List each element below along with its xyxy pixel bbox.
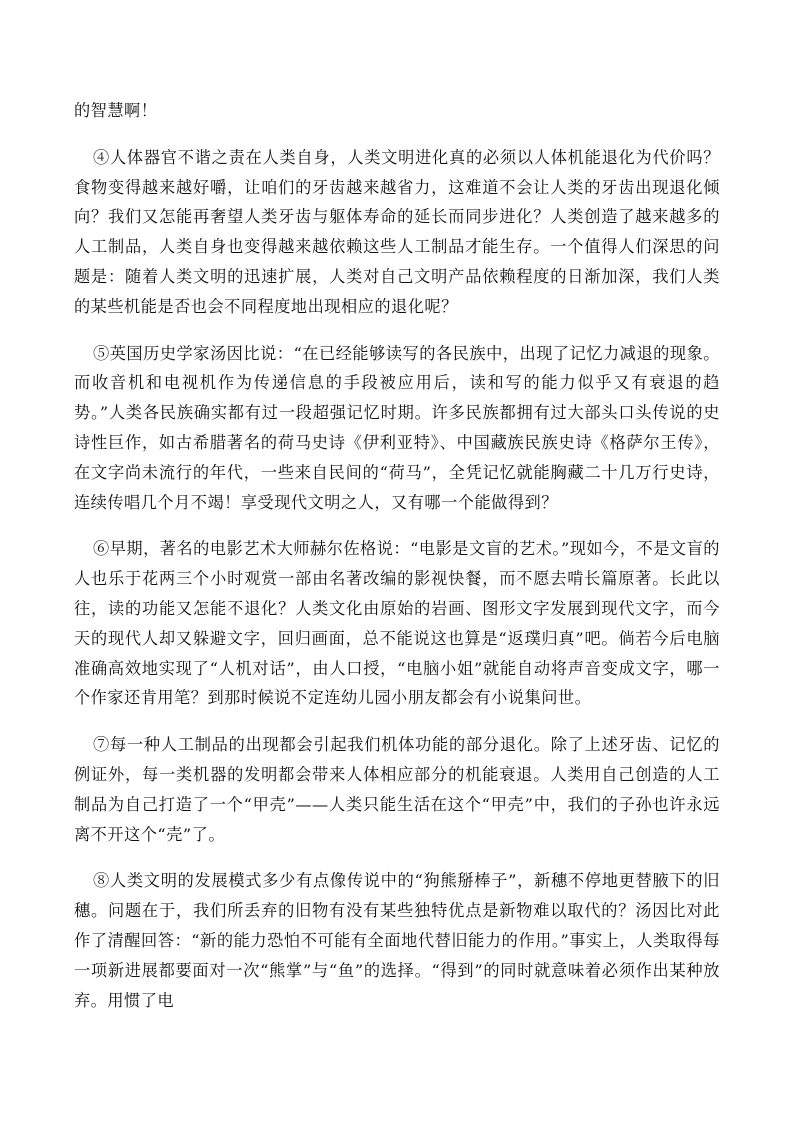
paragraph-continuation: 的智慧啊！: [74, 101, 158, 120]
paragraph-5: ⑤英国历史学家汤因比说：“在已经能够读写的各民族中，出现了记忆力减退的现象。而收音机和电视机作为传递信息的手段被应用后，读和写的能力似乎又有衰退的趋势。”人类各民族确实都有过一段超强记忆时期。许多民族都拥有过大部头口头传说的史诗性巨作，如古希腊著名的荷马史诗《伊利亚特》、中国藏族民族史诗《格萨尔王传》，在文字尚未流行的年代，一些来自民间的“荷马”，全凭记忆就能胸藏二十几万行史诗，连续传唱几个月不竭！享受现代文明之人，又有哪一个能做得到？: [74, 343, 720, 512]
document-page: [74, 96, 720, 1015]
paragraph-4: ④人体器官不谐之责在人类自身，人类文明进化真的必须以人体机能退化为代价吗？食物变得越来越好嚼，让咱们的牙齿越来越省力，这难道不会让人类的牙齿出现退化倾向？我们又怎能再奢望人类牙齿与躯体寿命的延长而同步进化？人类创造了越来越多的人工制品，人类自身也变得越来越依赖这些人工制品才能生存。一个值得人们深思的问题是：随着人类文明的迅速扩展，人类对自己文明产品依赖程度的日渐加深，我们人类的某些机能是否也会不同程度地出现相应的退化呢？: [74, 147, 720, 316]
paragraph-8: ⑧人类文明的发展模式多少有点像传说中的“狗熊掰棒子”，新穗不停地更替腋下的旧穗。问题在于，我们所丢弃的旧物有没有某些独特优点是新物难以取代的？汤因比对此作了清醒回答：“新的能力恐怕不可能有全面地代替旧能力的作用。”事实上，人类取得每一项新进展都要面对一次“熊掌”与“鱼”的选择。“得到”的同时就意味着必须作出某种放弃。用惯了电: [74, 871, 720, 1010]
paragraph-6: ⑥早期，著名的电影艺术大师赫尔佐格说：“电影是文盲的艺术。”现如今，不是文盲的人也乐于花两三个小时观赏一部由名著改编的影视快餐，而不愿去啃长篇原著。长此以往，读的功能又怎能不退化？人类文化由原始的岩画、图形文字发展到现代文字，而今天的现代人却又躲避文字，回归画面，总不能说这也算是“返璞归真”吧。倘若今后电脑准确高效地实现了“人机对话”，由人口授，“电脑小姐”就能自动将声音变成文字，哪一个作家还肯用笔？到那时候说不定连幼儿园小朋友都会有小说集问世。: [74, 539, 720, 708]
paragraph-7: ⑦每一种人工制品的出现都会引起我们机体功能的部分退化。除了上述牙齿、记忆的例证外，每一类机器的发明都会带来人体相应部分的机能衰退。人类用自己创造的人工制品为自己打造了一个“甲壳”——人类只能生活在这个“甲壳”中，我们的子孙也许永远离不开这个“壳”了。: [74, 735, 720, 844]
